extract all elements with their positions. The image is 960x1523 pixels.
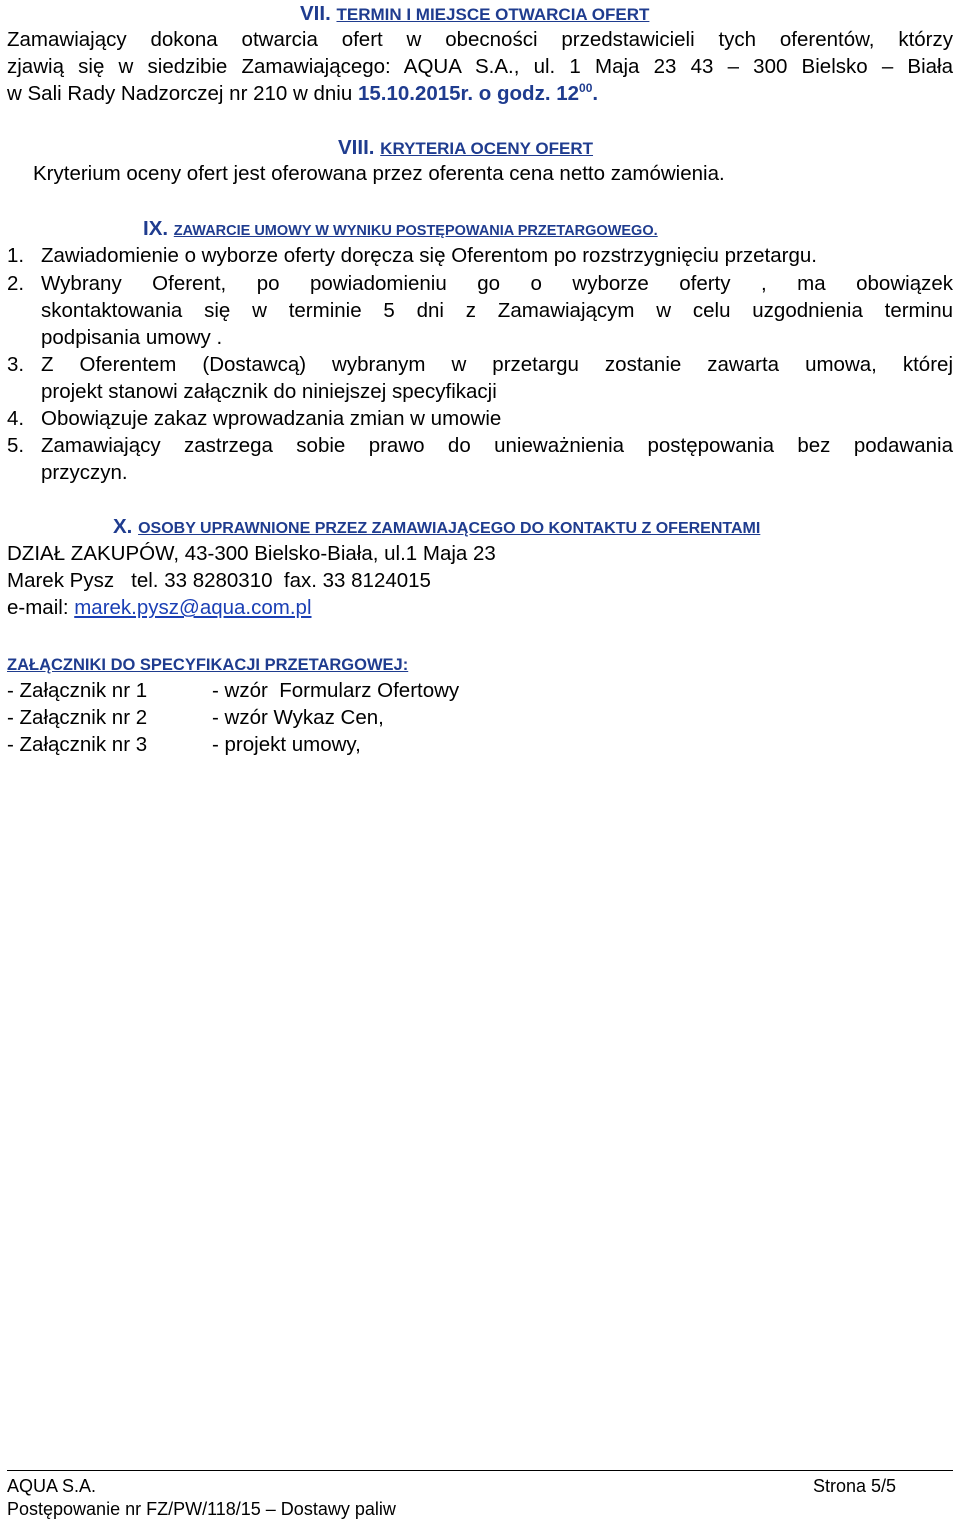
attachment-description: - wzór Wykaz Cen, — [212, 706, 384, 729]
attachment-label: - Załącznik nr 2 — [7, 706, 148, 729]
section-7-line-1: Zamawiający dokona otwarcia ofert w obecności przedstawicieli tych oferentów, którzy — [7, 28, 953, 51]
department-name: DZIAŁ ZAKUPÓW — [7, 542, 174, 565]
list-item-text: Zamawiający zastrzega sobie prawo do unieważnienia postępowania bez podawania — [41, 434, 953, 457]
list-item-text: przyczyn. — [41, 461, 128, 484]
list-item-number: 3. — [7, 353, 25, 376]
list-item-text: podpisania umowy . — [41, 326, 223, 349]
attachment-label: - Załącznik nr 3 — [7, 733, 148, 756]
attachments-heading — [7, 650, 408, 680]
list-item-number: 4. — [7, 407, 25, 430]
opening-time-minutes: 00 — [579, 81, 593, 96]
section-9-heading — [143, 215, 658, 246]
section-10-heading — [113, 513, 760, 543]
department-address: , 43-300 Bielsko-Biała, ul.1 Maja 23 — [173, 542, 496, 565]
section-8-body: Kryterium oceny ofert jest oferowana przez oferenta cena netto zamówienia. — [33, 162, 725, 185]
section-9-number: IX. — [143, 217, 169, 240]
section-7-line-2: zjawią się w siedzibie Zamawiającego: AQUA S.A., ul. 1 Maja 23 43 – 300 Bielsko – Biała — [7, 55, 953, 78]
attachment-item — [7, 704, 147, 732]
contact-line: Marek Pysz tel. 33 8280310 fax. 33 8124015 — [7, 569, 431, 592]
section-7-heading — [300, 0, 649, 29]
attachments-title: ZAŁĄCZNIKI DO SPECYFIKACJI PRZETARGOWEJ: — [7, 656, 409, 674]
footer-divider — [7, 1470, 953, 1471]
section-9-title: ZAWARCIE UMOWY W WYNIKU POSTĘPOWANIA PRZETARGOWEGO. — [173, 223, 658, 239]
section-7-line-3 — [7, 80, 598, 108]
email-label: e-mail: — [7, 596, 75, 619]
email-link[interactable]: marek.pysz@aqua.com.pl — [74, 596, 312, 619]
list-item-text: Z Oferentem (Dostawcą) wybranym w przetargu zostanie zawarta umowa, której — [41, 353, 953, 376]
section-8-number: VIII. — [338, 136, 375, 159]
list-item-text: Zawiadomienie o wyborze oferty doręcza się Oferentom po rozstrzygnięciu przetargu. — [41, 244, 817, 267]
footer-proceeding: Postępowanie nr FZ/PW/118/15 – Dostawy paliw — [7, 1499, 396, 1519]
list-item-text: projekt stanowi załącznik do niniejszej specyfikacji — [41, 380, 497, 403]
department-line — [7, 540, 496, 568]
list-item-number: 5. — [7, 434, 25, 457]
list-item-text: Wybrany Oferent, po powiadomieniu go o wyborze oferty , ma obowiązek — [41, 272, 953, 295]
attachment-label: - Załącznik nr 1 — [7, 679, 148, 702]
opening-date: 15.10.2015r. o godz. 12 — [357, 82, 580, 105]
attachment-item — [7, 731, 147, 759]
opening-date-suffix: . — [592, 82, 599, 105]
section-10-title: OSOBY UPRAWNIONE PRZEZ ZAMAWIAJĄCEGO DO KONTAKTU Z OFERENTAMI — [138, 520, 761, 537]
section-10-number: X. — [113, 515, 133, 538]
section-8-title: KRYTERIA OCENY OFERT — [380, 139, 594, 158]
attachment-item — [7, 677, 147, 705]
section-8-heading — [338, 134, 593, 163]
section-7-line-3-prefix: w Sali Rady Nadzorczej nr 210 w dniu — [7, 82, 358, 105]
list-item-text: Obowiązuje zakaz wprowadzania zmian w umowie — [41, 407, 502, 430]
list-item-text: skontaktowania się w terminie 5 dni z Zamawiającym w celu uzgodnienia terminu — [41, 299, 953, 322]
footer-page-number: Strona 5/5 — [812, 1476, 896, 1496]
list-item-number: 2. — [7, 272, 25, 295]
section-7-title: TERMIN I MIEJSCE OTWARCIA OFERT — [336, 5, 650, 24]
attachment-description: - projekt umowy, — [212, 733, 361, 756]
attachment-description: - wzór Formularz Ofertowy — [212, 679, 460, 702]
footer-company: AQUA S.A. — [7, 1476, 97, 1496]
section-7-number: VII. — [300, 2, 331, 25]
email-line — [7, 594, 312, 622]
list-item-number: 1. — [7, 244, 25, 267]
